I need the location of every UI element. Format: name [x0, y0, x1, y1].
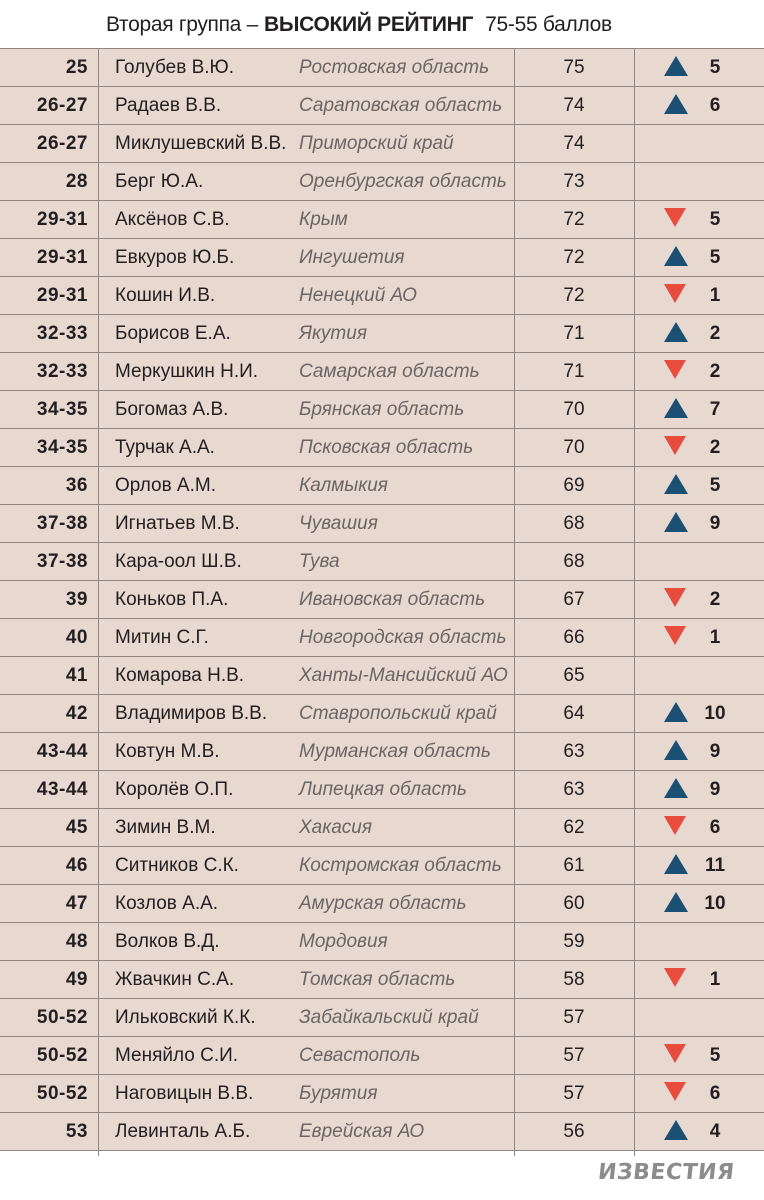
delta-cell: [700, 543, 730, 580]
rank-cell: 53: [65, 1121, 88, 1142]
page-title: [0, 0, 764, 48]
trend-cell: [664, 923, 688, 960]
score-cell: 58: [563, 969, 585, 990]
region-cell: Мордовия: [299, 931, 388, 952]
delta-cell: 9: [709, 779, 721, 800]
delta-cell: 9: [709, 513, 721, 534]
region-cell: Томская область: [299, 969, 456, 990]
trend-cell: [664, 49, 688, 86]
region-cell: Бурятия: [299, 1083, 378, 1104]
arrow-up-icon: [664, 778, 688, 798]
delta-cell: 1: [709, 969, 721, 990]
trend-cell: [664, 239, 688, 276]
delta-cell: 1: [709, 285, 721, 306]
arrow-up-icon: [664, 94, 688, 114]
name-cell: Меркушкин Н.И.: [115, 361, 259, 382]
arrow-down-icon: [664, 284, 686, 303]
score-cell: 71: [563, 323, 585, 344]
delta-cell: 10: [704, 703, 726, 724]
score-cell: 69: [563, 475, 585, 496]
rank-cell: 41: [65, 665, 88, 686]
region-cell: Еврейская АО: [299, 1121, 425, 1142]
score-cell: 74: [563, 95, 585, 116]
rank-cell: 32-33: [36, 361, 88, 382]
trend-cell: [664, 1037, 688, 1074]
name-cell: Кара-оол Ш.В.: [115, 551, 242, 572]
table-row: [0, 885, 764, 923]
table-row: [0, 1075, 764, 1113]
name-cell: Турчак А.А.: [115, 437, 215, 458]
delta-cell: [700, 923, 730, 960]
rank-cell: 34-35: [36, 437, 88, 458]
arrow-up-icon: [664, 474, 688, 494]
delta-cell: 4: [709, 1121, 721, 1142]
delta-cell: [700, 999, 730, 1036]
score-cell: 72: [563, 285, 585, 306]
trend-cell: [664, 999, 688, 1036]
region-cell: Севастополь: [299, 1045, 421, 1066]
name-cell: Ильковский К.К.: [115, 1007, 256, 1028]
trend-cell: [664, 429, 688, 466]
trend-cell: [664, 87, 688, 124]
table-row: [0, 391, 764, 429]
delta-cell: 5: [709, 57, 721, 78]
trend-cell: [664, 125, 688, 162]
region-cell: Ингушетия: [299, 247, 405, 268]
name-cell: Волков В.Д.: [115, 931, 220, 952]
column-divider: [514, 48, 515, 1156]
rank-cell: 45: [65, 817, 88, 838]
delta-cell: 5: [709, 247, 721, 268]
rank-cell: 25: [65, 57, 88, 78]
table-row: [0, 961, 764, 999]
score-cell: 60: [563, 893, 585, 914]
table-row: [0, 239, 764, 277]
trend-cell: [664, 391, 688, 428]
rank-cell: 37-38: [36, 551, 88, 572]
delta-cell: [700, 163, 730, 200]
name-cell: Меняйло С.И.: [115, 1045, 239, 1066]
region-cell: Калмыкия: [299, 475, 388, 496]
name-cell: Коньков П.А.: [115, 589, 229, 610]
rank-cell: 39: [65, 589, 88, 610]
table-row: [0, 201, 764, 239]
name-cell: Жвачкин С.А.: [115, 969, 235, 990]
name-cell: Орлов А.М.: [115, 475, 216, 496]
table-row: [0, 657, 764, 695]
name-cell: Миклушевский В.В.: [115, 133, 287, 154]
table-row: [0, 163, 764, 201]
score-cell: 62: [563, 817, 585, 838]
arrow-down-icon: [664, 626, 686, 645]
region-cell: Брянская область: [299, 399, 465, 420]
delta-cell: 6: [709, 817, 721, 838]
arrow-up-icon: [664, 740, 688, 760]
name-cell: Кошин И.В.: [115, 285, 216, 306]
rank-cell: 29-31: [36, 247, 88, 268]
region-cell: Амурская область: [299, 893, 467, 914]
name-cell: Левинталь А.Б.: [115, 1121, 251, 1142]
rank-cell: 28: [65, 171, 88, 192]
delta-cell: 9: [709, 741, 721, 762]
table-row: [0, 923, 764, 961]
score-cell: 73: [563, 171, 585, 192]
name-cell: Зимин В.М.: [115, 817, 216, 838]
izvestia-logo: ИЗВЕСТИЯ: [596, 1160, 736, 1185]
table-row: [0, 1113, 764, 1151]
score-cell: 72: [563, 247, 585, 268]
name-cell: Борисов Е.А.: [115, 323, 231, 344]
arrow-up-icon: [664, 512, 688, 532]
name-cell: Комарова Н.В.: [115, 665, 245, 686]
delta-cell: [700, 125, 730, 162]
table-row: [0, 87, 764, 125]
arrow-down-icon: [664, 816, 686, 835]
table-row: [0, 809, 764, 847]
name-cell: Королёв О.П.: [115, 779, 234, 800]
trend-cell: [664, 163, 688, 200]
rank-cell: 49: [65, 969, 88, 990]
region-cell: Ростовская область: [299, 57, 490, 78]
delta-cell: 6: [709, 1083, 721, 1104]
rank-cell: 29-31: [36, 285, 88, 306]
rating-table: [0, 48, 764, 1151]
table-row: [0, 543, 764, 581]
region-cell: Крым: [299, 209, 348, 230]
trend-cell: [664, 619, 688, 656]
trend-cell: [664, 657, 688, 694]
name-cell: Радаев В.В.: [115, 95, 222, 116]
arrow-up-icon: [664, 322, 688, 342]
trend-cell: [664, 695, 688, 732]
table-row: [0, 733, 764, 771]
name-cell: Ковтун М.В.: [115, 741, 220, 762]
score-cell: 59: [563, 931, 585, 952]
arrow-down-icon: [664, 436, 686, 455]
score-cell: 57: [563, 1045, 585, 1066]
region-cell: Забайкальский край: [299, 1007, 479, 1028]
score-cell: 75: [563, 57, 585, 78]
score-cell: 74: [563, 133, 585, 154]
rank-cell: 50-52: [36, 1007, 88, 1028]
column-divider: [634, 48, 635, 1156]
arrow-up-icon: [664, 702, 688, 722]
delta-cell: 11: [704, 855, 726, 876]
trend-cell: [664, 1075, 688, 1112]
delta-cell: 5: [709, 475, 721, 496]
rank-cell: 46: [65, 855, 88, 876]
score-cell: 57: [563, 1083, 585, 1104]
score-cell: 65: [563, 665, 585, 686]
name-cell: Ситников С.К.: [115, 855, 239, 876]
trend-cell: [664, 543, 688, 580]
arrow-up-icon: [664, 854, 688, 874]
score-cell: 70: [563, 399, 585, 420]
trend-cell: [664, 771, 688, 808]
rank-cell: 29-31: [36, 209, 88, 230]
arrow-up-icon: [664, 246, 688, 266]
region-cell: Костромская область: [299, 855, 502, 876]
rank-cell: 32-33: [36, 323, 88, 344]
name-cell: Митин С.Г.: [115, 627, 209, 648]
trend-cell: [664, 733, 688, 770]
table-row: [0, 581, 764, 619]
region-cell: Приморский край: [299, 133, 454, 154]
rank-cell: 37-38: [36, 513, 88, 534]
arrow-up-icon: [664, 56, 688, 76]
score-cell: 64: [563, 703, 585, 724]
column-divider: [98, 48, 99, 1156]
trend-cell: [664, 315, 688, 352]
arrow-up-icon: [664, 892, 688, 912]
region-cell: Ханты-Мансийский АО: [299, 665, 508, 686]
delta-cell: 7: [709, 399, 721, 420]
rank-cell: 26-27: [36, 133, 88, 154]
arrow-up-icon: [664, 398, 688, 418]
rank-cell: 36: [65, 475, 88, 496]
table-row: [0, 999, 764, 1037]
table-row: [0, 771, 764, 809]
rank-cell: 50-52: [36, 1083, 88, 1104]
table-row: [0, 125, 764, 163]
rank-cell: 40: [65, 627, 88, 648]
region-cell: Хакасия: [299, 817, 372, 838]
table-row: [0, 315, 764, 353]
score-cell: 56: [563, 1121, 585, 1142]
trend-cell: [664, 961, 688, 998]
score-cell: 68: [563, 551, 585, 572]
trend-cell: [664, 1113, 688, 1150]
name-cell: Голубев В.Ю.: [115, 57, 235, 78]
table-row: [0, 505, 764, 543]
region-cell: Чувашия: [299, 513, 378, 534]
arrow-down-icon: [664, 360, 686, 379]
table-row: [0, 467, 764, 505]
trend-cell: [664, 809, 688, 846]
table-row: [0, 619, 764, 657]
arrow-up-icon: [664, 1120, 688, 1140]
score-cell: 71: [563, 361, 585, 382]
delta-cell: 5: [709, 1045, 721, 1066]
trend-cell: [664, 581, 688, 618]
delta-cell: 2: [709, 323, 721, 344]
table-row: [0, 277, 764, 315]
rank-cell: 26-27: [36, 95, 88, 116]
rank-cell: 43-44: [36, 779, 88, 800]
trend-cell: [664, 353, 688, 390]
table-row: [0, 429, 764, 467]
trend-cell: [664, 505, 688, 542]
arrow-down-icon: [664, 968, 686, 987]
score-cell: 68: [563, 513, 585, 534]
region-cell: Псковская область: [299, 437, 474, 458]
title-range: 75-55 баллов: [485, 13, 612, 36]
delta-cell: 2: [709, 437, 721, 458]
title-bold: ВЫСОКИЙ РЕЙТИНГ: [263, 13, 474, 36]
delta-cell: [700, 657, 730, 694]
name-cell: Богомаз А.В.: [115, 399, 229, 420]
region-cell: Тува: [299, 551, 340, 572]
region-cell: Оренбургская область: [299, 171, 507, 192]
table-row: [0, 1037, 764, 1075]
rank-cell: 50-52: [36, 1045, 88, 1066]
delta-cell: 5: [709, 209, 721, 230]
rank-cell: 34-35: [36, 399, 88, 420]
name-cell: Берг Ю.А.: [115, 171, 204, 192]
arrow-down-icon: [664, 588, 686, 607]
region-cell: Ставропольский край: [299, 703, 497, 724]
score-cell: 63: [563, 779, 585, 800]
score-cell: 63: [563, 741, 585, 762]
title-prefix: Вторая группа –: [106, 13, 258, 36]
rank-cell: 43-44: [36, 741, 88, 762]
name-cell: Аксёнов С.В.: [115, 209, 230, 230]
score-cell: 66: [563, 627, 585, 648]
delta-cell: 10: [704, 893, 726, 914]
rank-cell: 48: [65, 931, 88, 952]
score-cell: 61: [563, 855, 585, 876]
name-cell: Игнатьев М.В.: [115, 513, 240, 534]
trend-cell: [664, 277, 688, 314]
table-row: [0, 695, 764, 733]
arrow-down-icon: [664, 1082, 686, 1101]
score-cell: 70: [563, 437, 585, 458]
region-cell: Мурманская область: [299, 741, 491, 762]
delta-cell: 2: [709, 589, 721, 610]
delta-cell: 1: [709, 627, 721, 648]
score-cell: 72: [563, 209, 585, 230]
region-cell: Саратовская область: [299, 95, 503, 116]
trend-cell: [664, 847, 688, 884]
score-cell: 57: [563, 1007, 585, 1028]
name-cell: Евкуров Ю.Б.: [115, 247, 235, 268]
name-cell: Наговицын В.В.: [115, 1083, 254, 1104]
arrow-down-icon: [664, 208, 686, 227]
table-row: [0, 49, 764, 87]
table-row: [0, 353, 764, 391]
arrow-down-icon: [664, 1044, 686, 1063]
region-cell: Самарская область: [299, 361, 480, 382]
name-cell: Владимиров В.В.: [115, 703, 268, 724]
delta-cell: 6: [709, 95, 721, 116]
score-cell: 67: [563, 589, 585, 610]
trend-cell: [664, 467, 688, 504]
name-cell: Козлов А.А.: [115, 893, 219, 914]
delta-cell: 2: [709, 361, 721, 382]
region-cell: Ивановская область: [299, 589, 486, 610]
region-cell: Новгородская область: [299, 627, 507, 648]
trend-cell: [664, 201, 688, 238]
table-row: [0, 847, 764, 885]
region-cell: Якутия: [299, 323, 367, 344]
region-cell: Липецкая область: [299, 779, 467, 800]
region-cell: Ненецкий АО: [299, 285, 417, 306]
rank-cell: 47: [65, 893, 88, 914]
rank-cell: 42: [65, 703, 88, 724]
trend-cell: [664, 885, 688, 922]
